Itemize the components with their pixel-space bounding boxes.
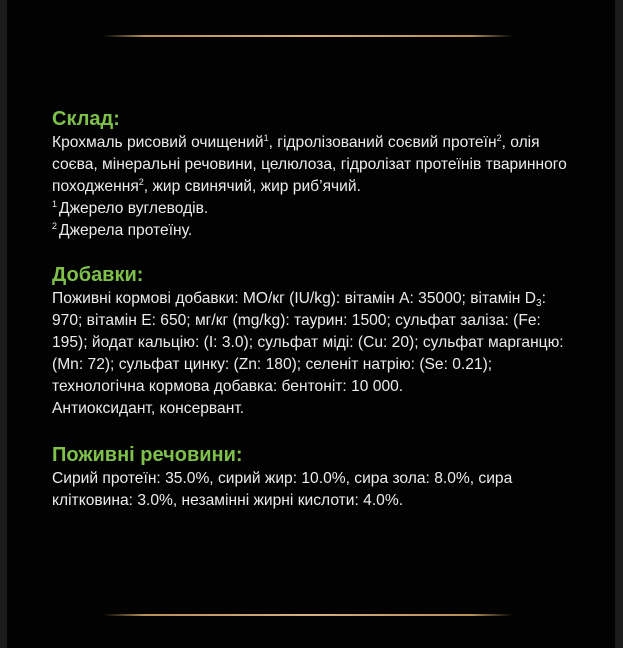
footnote-ref: 2 — [496, 133, 502, 143]
nutrients-heading: Поживні речовини: — [52, 444, 243, 466]
footnote-mark: 2 — [52, 221, 58, 231]
nutrients-section — [52, 442, 577, 512]
composition-heading: Склад: — [52, 108, 120, 130]
footnote-text: Джерело вуглеводів. — [59, 200, 209, 217]
footnote-2 — [52, 220, 577, 242]
footnote-text: Джерела протеїну. — [59, 222, 193, 239]
composition-text-part: , жир свинячий, жир риб’ячий. — [143, 178, 361, 195]
composition-section — [52, 106, 577, 242]
additives-heading: Добавки: — [52, 264, 144, 286]
footnote-ref: 2 — [138, 177, 144, 187]
nutrients-text: Сирий протеїн: 35.0%, сирий жир: 10.0%, сира зола: 8.0%, сира клітковина: 3.0%, незамінні жирні кислоти: 4.0%. — [52, 470, 513, 509]
composition-text-part: , олія соєва, мінеральні речовини, целюлоза, гідролізат протеїнів тваринного походження — [52, 134, 567, 195]
footnote-ref: 1 — [263, 133, 269, 143]
vitamin-d-subscript: 3 — [536, 298, 542, 309]
composition-text — [52, 132, 577, 198]
footnote-mark: 1 — [52, 199, 58, 209]
antioxidant-text: Антиоксидант, консервант. — [52, 400, 245, 417]
additives-section — [52, 262, 577, 420]
additives-text — [52, 288, 577, 398]
additives-text-part: Поживні кормові добавки: МО/кг (IU/kg): вітамін А: 35000; вітамін D — [52, 290, 536, 307]
label-content — [52, 106, 577, 512]
footnote-1 — [52, 198, 577, 220]
composition-text-part: , гідролізований соєвий протеїн — [268, 134, 497, 151]
label-panel — [7, 0, 615, 648]
top-divider — [103, 35, 513, 37]
additives-text-part: : 970; вітамін Е: 650; мг/кг (mg/kg): таурин: 1500; сульфат заліза: (Fe: 195); йодат кальцію: (I: 3.0); сульфат міді: (Cu: 20); сульфат марганцю: (Mn: 72); сульфат цинку: (Zn: 180); селеніт натрію: (Se: 0.21); технологічна кормова добавка: бентоніт: 10 000. — [52, 290, 564, 395]
bottom-divider — [103, 614, 513, 616]
composition-text-part: Крохмаль рисовий очищений — [52, 134, 264, 151]
